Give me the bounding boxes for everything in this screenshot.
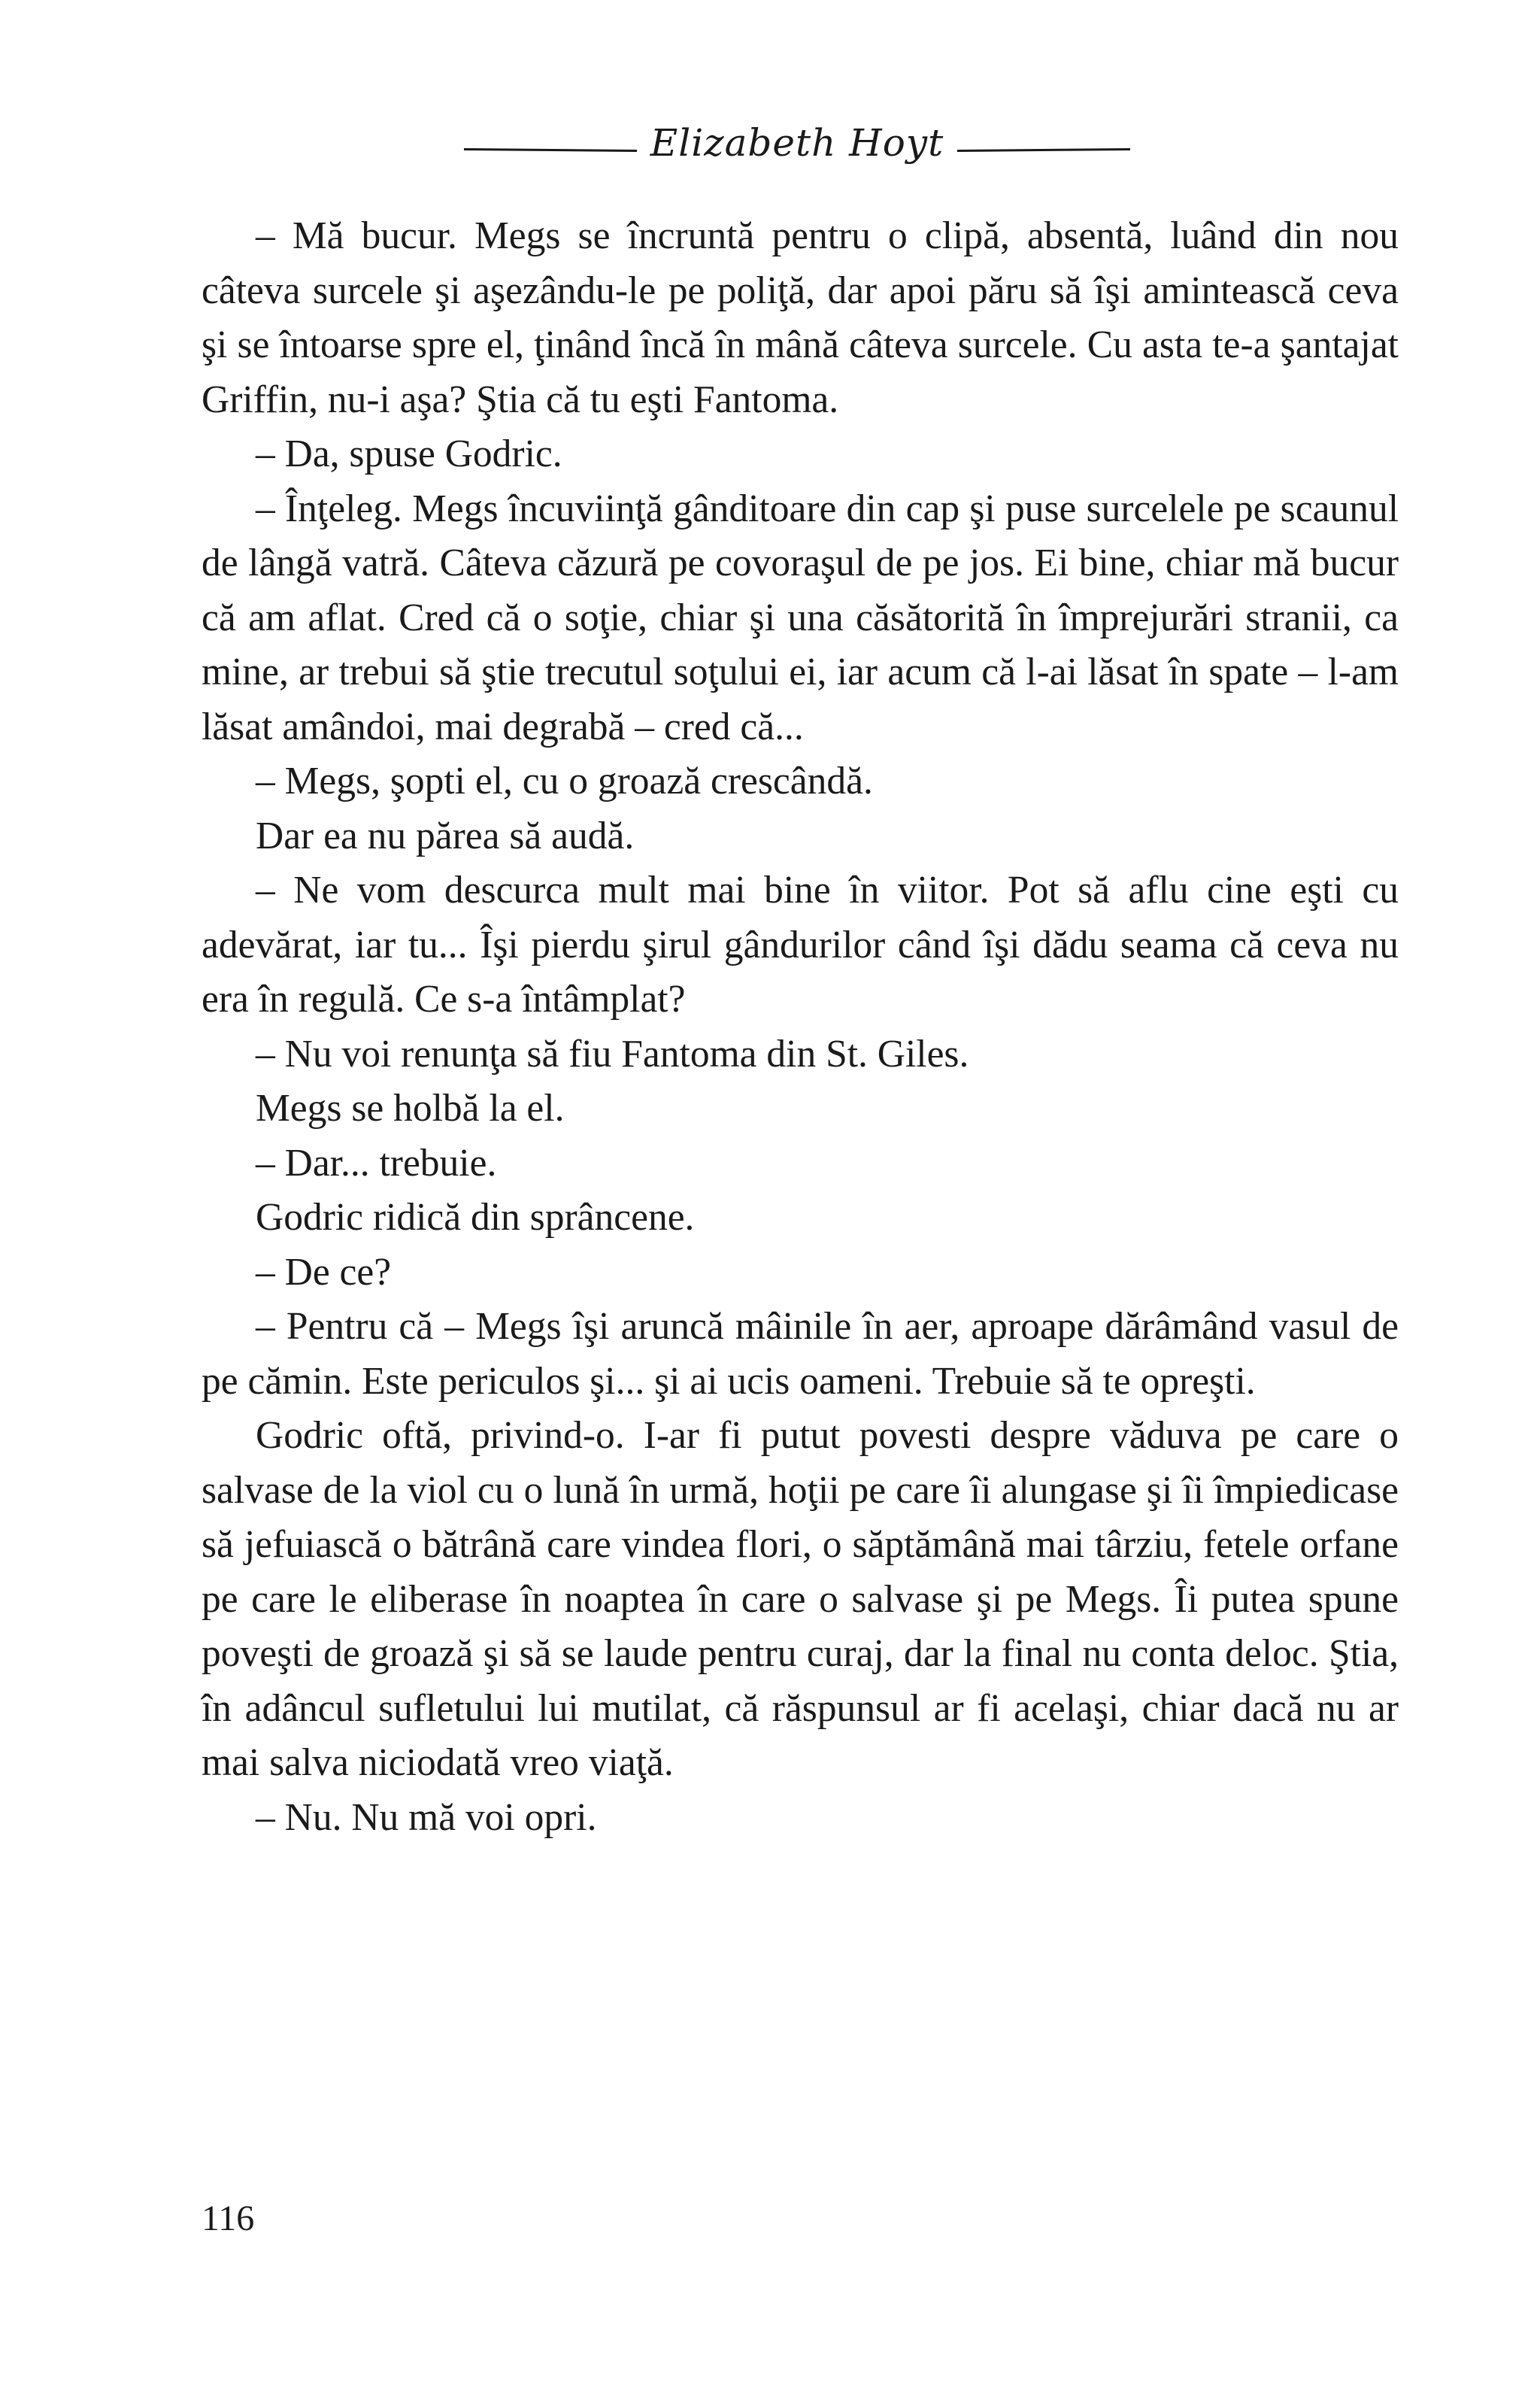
page-number: 116 [202,2198,255,2238]
header-rule-right [957,147,1130,151]
paragraph: – Ne vom descurca mult mai bine în viitor. Pot să aflu cine eşti cu adevărat, iar tu... Îşi pierdu şirul gândurilor când îşi dădu seama că ceva nu era în regulă. Ce s-a întâmplat? [202,869,1399,1021]
paragraph: Godric ridică din sprâncene. [256,1196,695,1239]
paragraph: – Da, spuse Godric. [256,432,562,475]
body-text [202,209,1399,1845]
paragraph: Dar ea nu părea să audă. [256,814,635,857]
paragraph: – Înţeleg. Megs încuviinţă gânditoare din cap şi puse surcelele pe scaunul de lângă vatră. Câteva căzură pe covoraşul de pe jos. Ei bine, chiar mă bucur că am aflat. Cred că o soţie, chiar şi una căsătorită în împrejurări stranii, ca mine, ar trebui să ştie trecutul soţului ei, iar acum că l-ai lăsat în spate – l-am lăsat amândoi, mai degrabă – cred că... [202,487,1399,748]
paragraph: – Nu voi renunţa să fiu Fantoma din St. Giles. [256,1032,969,1076]
paragraph: – Megs, şopti el, cu o groază crescândă. [256,760,873,803]
paragraph: – Dar... trebuie. [256,1141,497,1185]
paragraph: Godric oftă, privind-o. I-ar fi putut povesti despre văduva pe care o salvase de la viol cu o lună în urmă, hoţii pe care îi alungase şi îi împiedicase să jefuiască o bătrână care vindea flori, o săptămână mai târziu, fetele orfane pe care le eliberase în noaptea în care o salvase şi pe Megs. Îi putea spune poveşti de groază şi să se laude pentru curaj, dar la final nu conta deloc. Ştia, în adâncul sufletului lui mutilat, că răspunsul ar fi acelaşi, chiar dacă nu ar mai salva niciodată vreo viaţă. [202,1414,1399,1784]
running-title: Elizabeth Hoyt [650,121,944,165]
paragraph: Megs se holbă la el. [256,1087,565,1130]
paragraph: – Nu. Nu mă voi opri. [256,1795,597,1839]
running-header [421,113,1173,173]
paragraph: – Pentru că – Megs îşi aruncă mâinile în aer, aproape dărâmând vasul de pe cămin. Este periculos şi... şi ai ucis oameni. Trebuie să te opreşti. [202,1305,1399,1403]
paragraph: – Mă bucur. Megs se încruntă pentru o clipă, absentă, luând din nou câteva surcele şi aşezându-le pe poliţă, dar apoi păru să îşi amintească ceva şi se întoarse spre el, ţinând încă în mână câteva surcele. Cu asta te-a şantajat Griffin, nu-i aşa? Ştia că tu eşti Fantoma. [202,214,1399,421]
header-rule-left [464,147,637,151]
paragraph: – De ce? [256,1250,392,1294]
